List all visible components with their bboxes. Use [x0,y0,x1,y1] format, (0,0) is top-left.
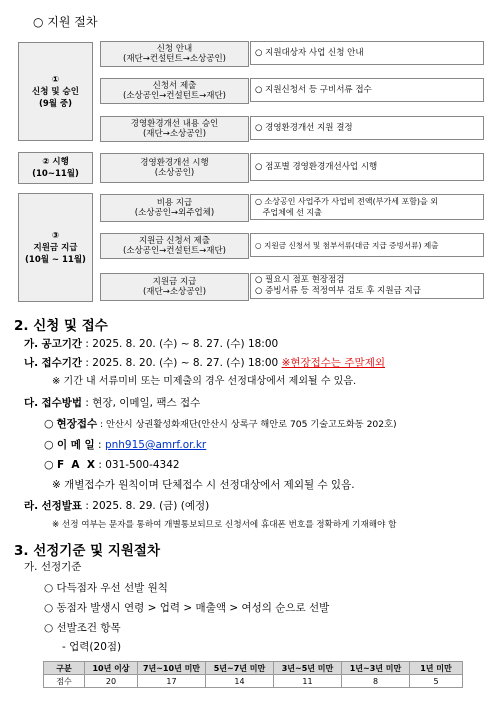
announce-value: : 2025. 8. 20. (수) ~ 8. 27. (수) 18:00 [85,338,279,350]
stage-execution-num: ② 시행 [42,157,69,167]
stage-application [18,42,93,141]
desc-cost-payment [250,194,484,220]
email-reception: ○ 이 메 일 : pnh915@amrf.or.kr [44,438,207,451]
table-cell: 20 [85,675,138,688]
step-grant-payment-flow: (재단→소상공인) [142,287,207,297]
announce-label: 공고기간 [41,338,83,350]
reception-label: 접수기간 [41,357,83,369]
step-notice-flow: (재단→컨설턴트→소상공인) [123,54,226,64]
stage-payment-label: 지원금 지급 [33,242,78,253]
announcement-value: : 2025. 8. 29. (금) (예정) [85,500,210,512]
criteria-item-2: ○ 동점자 발생시 연령 > 업력 > 매출액 > 여성의 순으로 선발 [44,602,330,614]
table-row [44,675,463,688]
method-label: 접수방법 [41,397,83,409]
desc-grant-request [250,233,484,257]
step-execute [100,153,249,183]
announcement-prefix: 라. [24,500,39,512]
table-cell: 8 [342,675,410,688]
table-header: 7년~10년 미만 [138,662,206,675]
stage-application-period: (9월 중) [38,98,73,109]
table-cell: 17 [138,675,206,688]
step-approval [100,116,249,142]
desc-grant-payment-line2: ○ 증빙서류 등 적정여부 검토 후 지원금 지급 [255,286,421,296]
reception-prefix: 나. [24,357,39,369]
fax-reception: ○ F A X : 031-500-4342 [44,458,180,471]
fax-value: : 031-500-4342 [98,459,180,471]
visit-label: 현장접수 [56,418,98,430]
table-header: 1년 미만 [410,662,463,675]
selection-announcement [24,499,209,513]
step-notice-title: 신청 안내 [156,44,193,54]
table-cell: 11 [274,675,342,688]
step-submit-flow: (소상공인→컨설턴트→재단) [123,91,226,101]
criteria-subitem: - 업력(20점) [62,641,122,653]
desc-approval-line: ○ 경영환경개선 지원 결정 [255,122,353,133]
desc-approval [250,116,484,140]
table-header: 3년~5년 미만 [274,662,342,675]
visit-value: : 안산시 상권활성화재단(안산시 상록구 해안로 705 기술고도화동 202호) [100,419,397,430]
criteria-item-3: ○ 선발조건 항목 [44,622,121,634]
table-header: 10년 이상 [85,662,138,675]
step-execute-flow: (소상공인) [154,168,195,178]
individual-note: ※ 개별접수가 원칙이며 단체접수 시 선정대상에서 제외될 수 있음. [52,479,355,491]
desc-notice [250,41,484,65]
desc-grant-request-line: ○ 지원금 신청서 및 첨부서류(대금 지급 증빙서류) 제출 [255,240,439,250]
step-grant-request-flow: (소상공인→컨설턴트→재단) [123,246,226,256]
desc-submit-line: ○ 지원신청서 등 구비서류 접수 [255,84,372,95]
step-grant-request-title: 지원금 신청서 제출 [138,236,211,246]
reception-value: : 2025. 8. 20. (수) ~ 8. 27. (수) 18:00 [85,357,279,369]
process-title: ○ 지원 절차 [33,15,98,29]
desc-cost-payment-line1: ○ 소상공인 사업주가 사업비 전액(부가세 포함)을 외 [255,197,439,206]
step-execute-title: 경영환경개선 시행 [140,158,209,168]
stage-payment-num: ③ [51,230,60,241]
desc-execute-line: ○ 점포별 경영환경개선사업 시행 [255,161,378,172]
reception-method [24,396,200,410]
step-grant-payment-title: 지원금 지급 [152,277,197,287]
stage-payment-period: (10월 ~ 11월) [25,254,86,265]
table-cell: 14 [206,675,274,688]
method-value: : 현장, 이메일, 팩스 접수 [85,397,201,409]
stage-payment [18,193,93,302]
reception-period [24,356,385,370]
sms-note: ※ 선정 여부는 문자를 통하여 개별통보되므로 신청서에 휴대폰 번호를 정확하게 기재해야 함 [52,520,397,530]
business-years-score-table [43,661,463,688]
method-prefix: 다. [24,397,39,409]
desc-notice-line: ○ 지원대상자 사업 신청 안내 [255,47,364,58]
desc-execute [250,153,484,181]
reception-weekend-note: ※현장접수는 주말제외 [281,357,385,369]
email-link[interactable]: pnh915@amrf.or.kr [104,439,207,451]
criteria-item-1: ○ 다득점자 우선 선발 원칙 [44,582,168,594]
desc-grant-payment-line1: ○ 필요시 점포 현장점검 [255,275,345,285]
step-submit-title: 신청서 제출 [152,81,197,91]
step-approval-title: 경영환경개선 내용 승인 [130,119,219,129]
table-header: 1년~3년 미만 [342,662,410,675]
step-grant-payment [100,273,249,301]
step-submit [100,78,249,104]
step-cost-payment [100,194,249,222]
table-header-row [44,662,463,675]
desc-cost-payment-line2: 주업체에 선 지출 [255,208,322,217]
stage-execution [18,152,93,184]
announce-period [24,337,278,351]
desc-submit [250,78,484,102]
announcement-label: 선정발표 [41,500,83,512]
desc-grant-payment [250,273,484,299]
missing-docs-note: ※ 기간 내 서류미비 또는 미제출의 경우 선정대상에서 제외될 수 있음. [52,376,357,387]
stage-application-label: 신청 및 승인 [32,86,79,97]
table-cell: 5 [410,675,463,688]
stage-application-num: ① [51,74,60,85]
announce-prefix: 가. [24,338,39,350]
step-notice [100,41,249,67]
visit-reception: ○ 현장접수 : 안산시 상권활성화재단(안산시 상록구 해안로 705 기술고도화동 202호) [44,417,397,430]
stage-execution-label: (10~11월) [32,169,79,179]
step-approval-flow: (재단→소상공인) [142,129,207,139]
step-cost-payment-flow: (소상공인→외주업체) [134,208,215,218]
email-label: 이 메 일 [56,439,95,451]
step-grant-request [100,233,249,259]
table-header: 구분 [44,662,85,675]
section3-title: 3. 선정기준 및 지원절차 [14,543,160,559]
criteria-subtitle: 가. 선정기준 [24,561,82,573]
table-header: 5년~7년 미만 [206,662,274,675]
table-cell: 점수 [44,675,85,688]
fax-label: F A X [56,459,95,471]
step-cost-payment-title: 비용 지급 [156,198,193,208]
section2-title: 2. 신청 및 접수 [14,318,108,334]
